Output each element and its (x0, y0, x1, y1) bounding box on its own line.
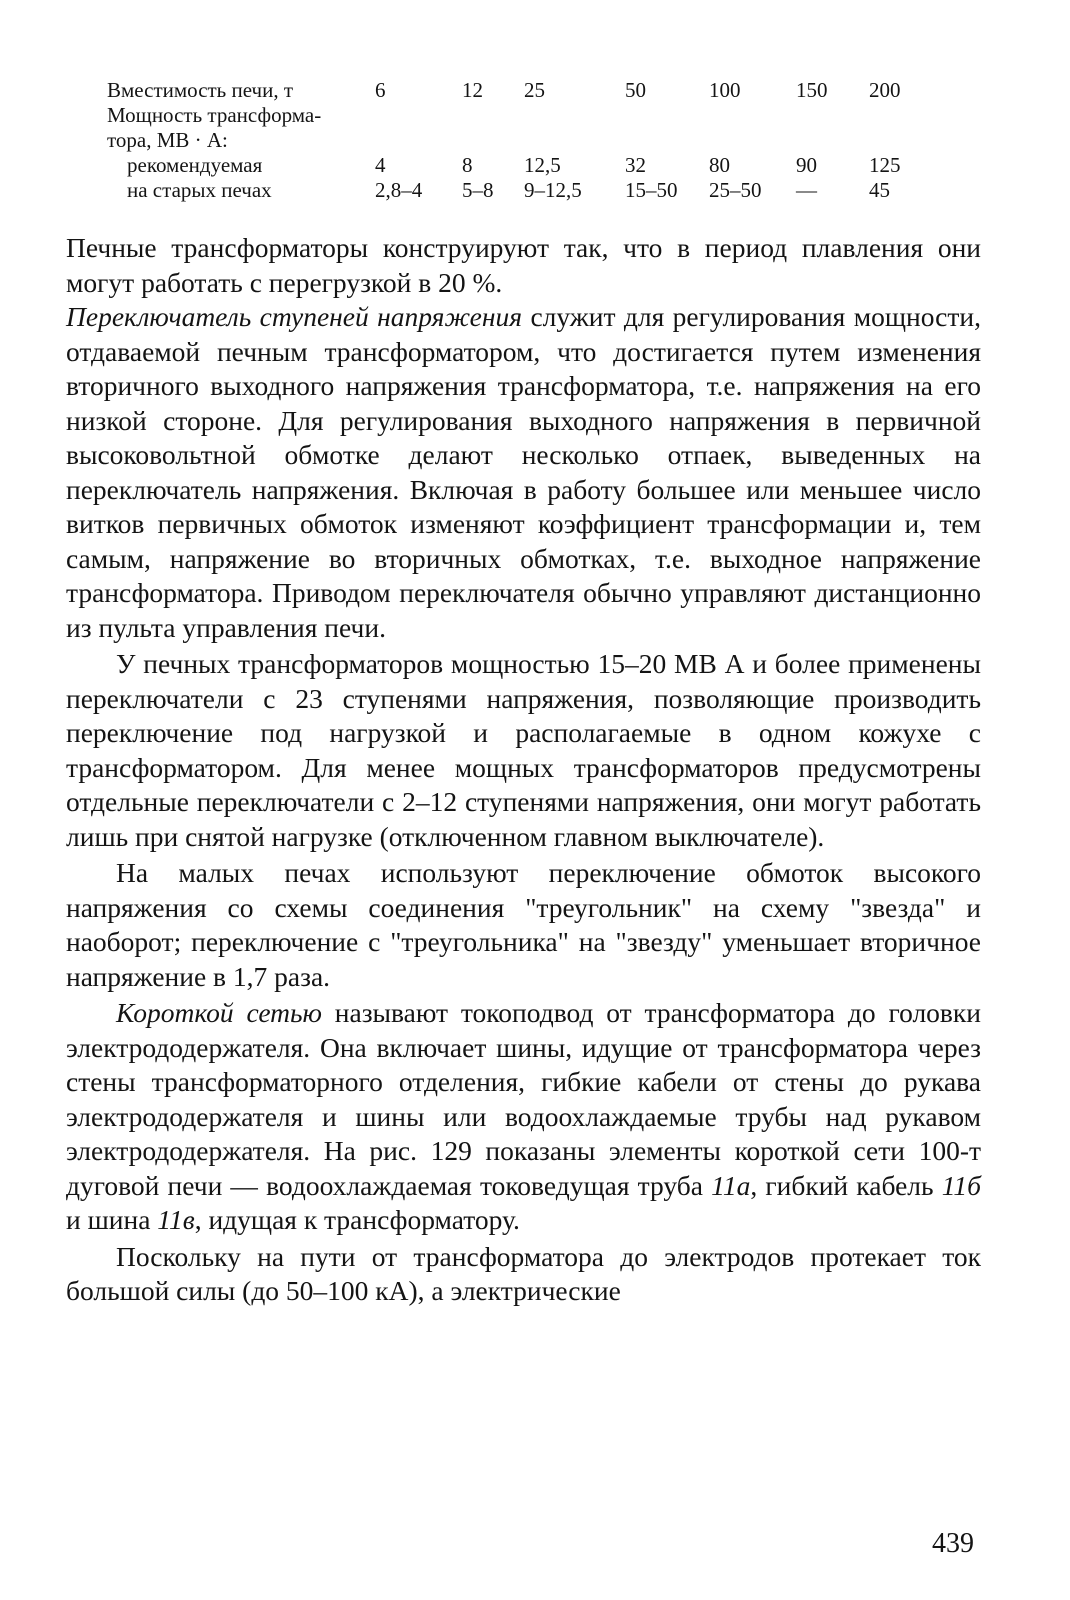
paragraph-text: , гибкий кабель (750, 1169, 942, 1201)
paragraph-text: служит для регулирования мощности, отдаваемой печным трансформатором, что достигается путем изменения вторичного выходного напряжения трансформатора, т.е. напряжения на его низкой стороне. Для регулирования выходного напряжения в первичной высоковольтной обмотке делают несколько отпаек, выведенных на переключатель напряжения. Включая в работу большее или меньшее число витков первичных обмоток изменяют коэффициент трансформации и, тем самым, напряжение во вторичных обмотках, т.е. выходное напряжение трансформатора. Приводом переключателя обычно управляют дистанционно из пульта управления печи. (66, 301, 981, 643)
table-cell: 8 (462, 153, 473, 177)
table-row-capacity (107, 78, 937, 103)
paragraph (66, 996, 981, 1238)
figure-reference: 11а (711, 1169, 751, 1201)
table-cell: 32 (625, 153, 646, 177)
paragraph-text: называют токоподвод от трансформатора до головки электрододержателя. Она включает шины, идущие от трансформатора через стены трансформаторного отделения, гибкие кабели от стены до рукава электрододержателя и шины или водоохлаждаемые трубы над рукавом электрододержателя. На рис. 129 показаны элементы короткой сети 100-т дуговой печи — водоохлаждаемая токоведущая труба (66, 997, 981, 1201)
row-label: рекомендуемая (127, 153, 263, 177)
table-cell: — (796, 178, 817, 202)
row-label: Вместимость печи, т (107, 78, 294, 102)
figure-reference: 11в (157, 1204, 195, 1235)
table-cell: 9–12,5 (524, 178, 582, 202)
row-label: тора, МВ · А: (107, 128, 228, 152)
table-cell: 100 (709, 78, 741, 102)
row-label: на старых печах (127, 178, 272, 202)
table-cell: 4 (375, 153, 386, 177)
table-cell: 2,8–4 (375, 178, 423, 202)
table-cell: 25–50 (709, 178, 762, 202)
table-cell: 6 (375, 78, 386, 102)
table-cell: 12 (462, 78, 483, 102)
italic-term: Короткой сетью (116, 997, 322, 1028)
table-row-old-furnaces (107, 178, 937, 203)
table-cell: 200 (869, 78, 901, 102)
table-cell: 150 (796, 78, 828, 102)
table-cell: 50 (625, 78, 646, 102)
row-label: Мощность трансформа- (107, 103, 322, 127)
paragraph (66, 300, 981, 645)
table-cell: 12,5 (524, 153, 561, 177)
page-number: 439 (932, 1528, 974, 1559)
furnace-parameters-table (107, 78, 937, 203)
table-row-power-heading (107, 103, 937, 128)
paragraph: У печных трансформаторов мощностью 15–20 МВ А и более применены переключатели с 23 ступенями напряжения, позволяющие производить переключение под нагрузкой и располагаемые в одном кожухе с трансформатором. Для менее мощных трансформаторов предусмотрены отдельные переключатели с 2–12 ступенями напряжения, они могут работать лишь при снятой нагрузке (отключенном главном выключателе). (66, 648, 981, 852)
table-row-power-heading-cont (107, 128, 937, 153)
table-cell: 125 (869, 153, 901, 177)
paragraph-text: , идущая к трансформатору. (194, 1204, 520, 1235)
table-cell: 90 (796, 153, 817, 177)
body-text (66, 231, 981, 1309)
paragraph: На малых печах используют переключение обмоток высокого напряжения со схемы соединения "треугольник" на схему "звезда" и наоборот; переключение с "треугольника" на "звезду" уменьшает вторичное напряжение в 1,7 раза. (66, 857, 981, 992)
figure-reference: 11б (941, 1169, 981, 1201)
table-cell: 25 (524, 78, 545, 102)
table-row-recommended (107, 153, 937, 178)
paragraph: Поскольку на пути от трансформатора до электродов протекает ток большой силы (до 50–100 кА), а электрические (66, 1240, 981, 1306)
paragraph-text: и шина (66, 1204, 158, 1235)
table-cell: 5–8 (462, 178, 494, 202)
paragraph: Печные трансформаторы конструируют так, что в период плавления они могут работать с перегрузкой в 20 %. (66, 232, 981, 298)
table-cell: 80 (709, 153, 730, 177)
table-cell: 45 (869, 178, 890, 202)
italic-term: Переключатель ступеней напряжения (66, 301, 523, 332)
table-cell: 15–50 (625, 178, 678, 202)
